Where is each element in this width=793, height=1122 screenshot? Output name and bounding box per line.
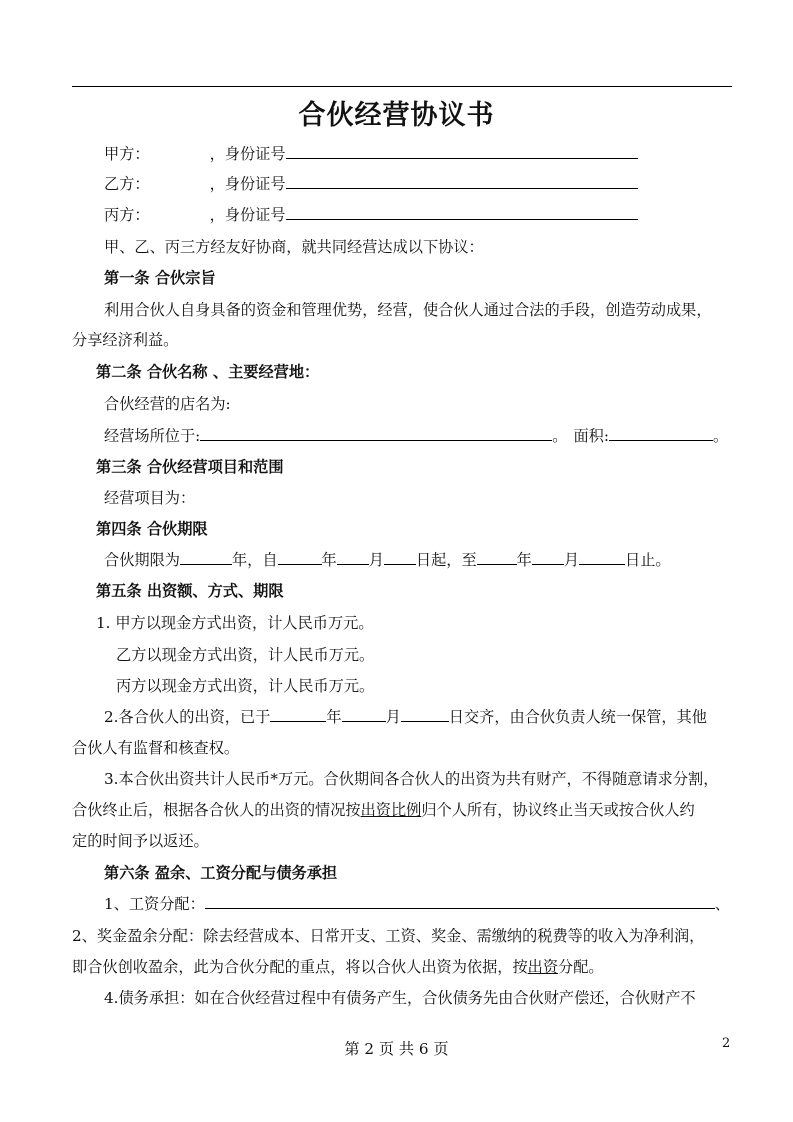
- area-label: 面积:: [573, 427, 609, 445]
- total-contribution-line-2: [72, 799, 695, 821]
- location-blank: [200, 425, 552, 441]
- debt-line: 4.债务承担：如在合伙经营过程中有债务产生，合伙债务先由合伙财产偿还，合伙财产不: [104, 989, 696, 1007]
- deadline-text: 月: [385, 708, 401, 726]
- term-text: 月: [368, 551, 384, 569]
- bonus-line-2: [72, 956, 604, 978]
- start-day-blank: [384, 549, 416, 565]
- underlined-ratio-text: 出资比例: [360, 801, 422, 819]
- term-text: 年: [321, 551, 337, 569]
- header-rule: [72, 86, 732, 87]
- start-year-blank: [278, 549, 322, 565]
- total-contribution-line-1: 3.本合伙出资共计人民币*万元。合伙期间各合伙人的出资为共有财产，不得随意请求分割，: [104, 770, 719, 788]
- business-items-line: 经营项目为：: [104, 489, 196, 507]
- article-2-heading: 第二条 合伙名称 、主要经营地：: [96, 363, 320, 381]
- party-id-label: ，身份证号: [209, 145, 286, 163]
- page-number: 2: [722, 1036, 731, 1051]
- end-year-blank: [477, 549, 517, 565]
- end-month-blank: [532, 549, 564, 565]
- id-number-blank: [286, 173, 638, 189]
- contribution-jia: 1. 甲方以现金方式出资，计人民币万元。: [96, 614, 374, 632]
- contribution-deadline-line: [104, 706, 707, 728]
- intro-text: 甲、乙、丙三方经友好协商，就共同经营达成以下协议：: [104, 238, 484, 256]
- location-label: 经营场所位于:: [104, 427, 201, 445]
- article-4-heading: 第四条 合伙期限: [96, 520, 208, 538]
- location-period: 。: [552, 427, 568, 445]
- deadline-month-blank: [342, 706, 386, 722]
- area-period: 。: [712, 427, 729, 445]
- party-name: 乙方：: [104, 175, 150, 193]
- wage-end-mark: 、: [714, 895, 730, 913]
- start-month-blank: [337, 549, 369, 565]
- bonus-text: 即合伙创收盈余，此为合伙分配的重点，将以合伙人出资为依据，按: [72, 958, 528, 976]
- contribution-deadline-line-2: 合伙人有监督和核查权。: [72, 739, 240, 757]
- contribution-bing: 丙方以现金方式出资，计人民币万元。: [116, 677, 375, 695]
- contribution-text: 合伙终止后，根据各合伙人的出资的情况按: [72, 801, 361, 819]
- party-row-yi: [104, 173, 638, 195]
- wage-blank: [205, 893, 715, 909]
- wage-label: 1、工资分配：: [104, 895, 205, 913]
- bonus-line-1: 2、奖金盈余分配：除去经营成本、日常开支、工资、奖金、需缴纳的税费等的收入为净利润，: [72, 927, 705, 945]
- contribution-text: 归个人所有，协议终止当天或按合伙人约: [421, 801, 695, 819]
- document-title: 合伙经营协议书: [298, 100, 495, 131]
- party-name: 甲方：: [104, 145, 150, 163]
- deadline-text: 日交齐，由合伙负责人统一保管，其他: [448, 708, 707, 726]
- term-text: 日止。: [625, 551, 671, 569]
- term-text: 年: [516, 551, 532, 569]
- article-1-para-line-2: 分享经济利益。: [72, 331, 179, 349]
- article-3-heading: 第三条 合伙经营项目和范围: [96, 458, 284, 476]
- id-number-blank: [286, 143, 638, 159]
- page-footer: 第 2 页 共 6 页: [344, 1040, 449, 1058]
- store-name-line: 合伙经营的店名为:: [104, 395, 231, 413]
- party-row-jia: [104, 143, 638, 165]
- party-row-bing: [104, 204, 638, 226]
- term-text: 年，自: [231, 551, 278, 569]
- term-years-blank: [180, 549, 232, 565]
- term-line: [104, 549, 671, 571]
- underlined-contribution-text: 出资: [527, 958, 558, 976]
- article-6-heading: 第六条 盈余、工资分配与债务承担: [104, 864, 338, 882]
- article-5-heading: 第五条 出资额、方式、期限: [96, 582, 284, 600]
- deadline-day-blank: [401, 706, 449, 722]
- party-id-label: ，身份证号: [209, 175, 286, 193]
- term-text: 合伙期限为: [104, 551, 180, 569]
- deadline-year-blank: [270, 706, 326, 722]
- wage-line: [104, 893, 730, 915]
- contribution-yi: 乙方以现金方式出资，计人民币万元。: [116, 646, 375, 664]
- article-1-para-line-1: 利用合伙人自身具备的资金和管理优势，经营，使合伙人通过合法的手段，创造劳动成果，: [104, 301, 712, 319]
- id-number-blank: [286, 204, 638, 220]
- term-text: 日起，至: [415, 551, 477, 569]
- location-line: [104, 425, 728, 447]
- deadline-text: 年: [326, 708, 342, 726]
- bonus-text: 分配。: [558, 958, 604, 976]
- party-name: 丙方：: [104, 206, 150, 224]
- party-id-label: ，身份证号: [209, 206, 286, 224]
- total-contribution-line-3: 定的时间予以返还。: [72, 832, 209, 850]
- term-text: 月: [563, 551, 579, 569]
- end-day-blank: [579, 549, 625, 565]
- article-1-heading: 第一条 合伙宗旨: [104, 269, 216, 287]
- area-blank: [609, 425, 713, 441]
- deadline-text: 2.各合伙人的出资，已于: [104, 708, 271, 726]
